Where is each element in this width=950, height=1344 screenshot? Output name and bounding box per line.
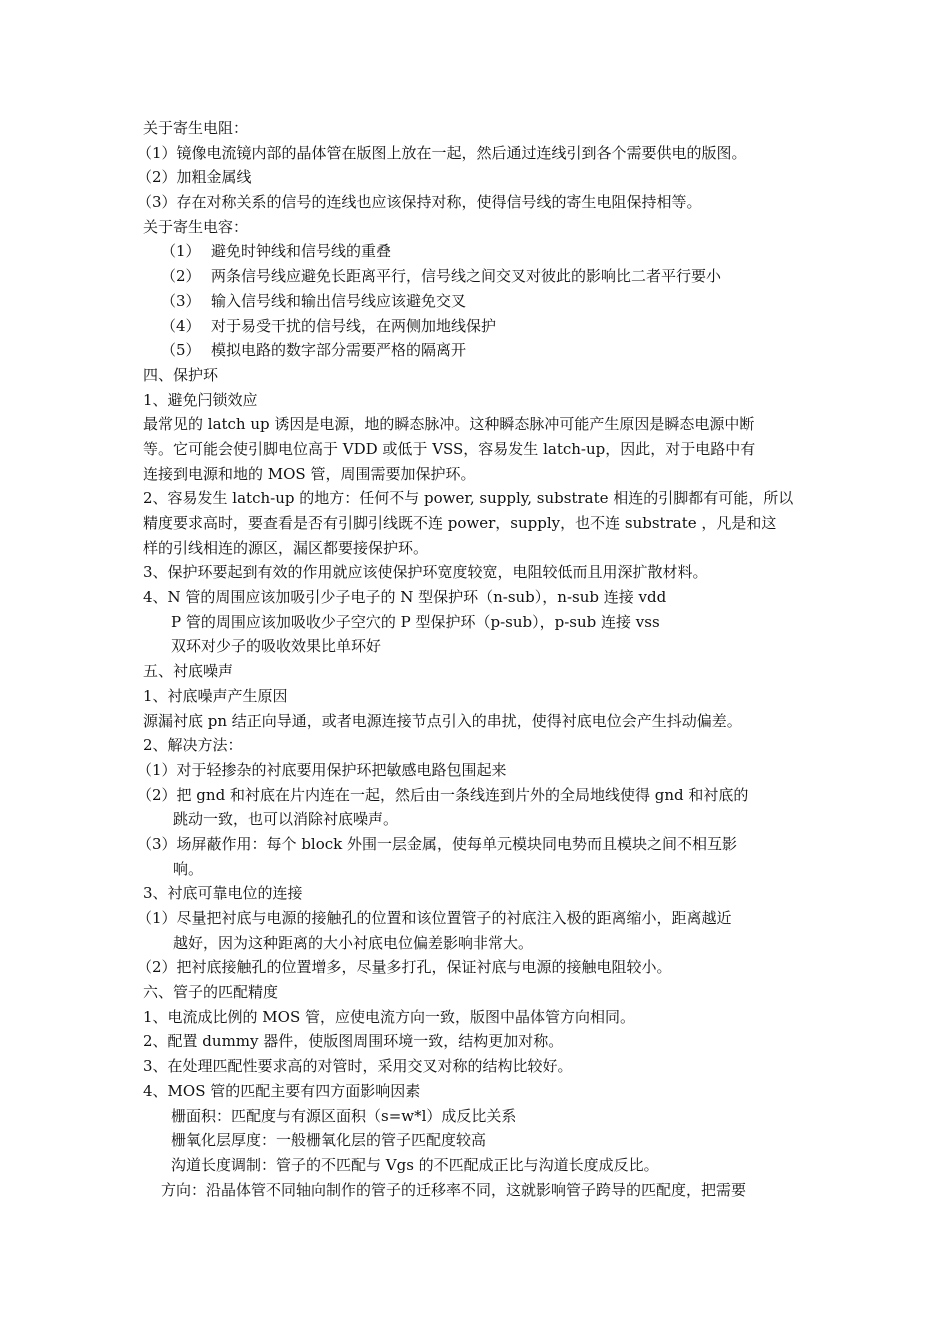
paragraph-line: 方向：沿晶体管不同轴向制作的管子的迁移率不同，这就影响管子跨导的匹配度，把需要 (161, 1180, 747, 1199)
paragraph-line: 越好，因为这种距离的大小衬底电位偏差影响非常大。 (173, 933, 534, 952)
paragraph-line: 3、保护环要起到有效的作用就应该使保护环宽度较宽，电阻较低而且用深扩散材料。 (143, 563, 708, 582)
paragraph-line: 响。 (173, 859, 204, 878)
paragraph-line: 样的引线相连的源区，漏区都要接保护环。 (143, 538, 429, 557)
paragraph-line: （2）把 gnd 和衬底在片内连在一起，然后由一条线连到片外的全局地线使得 gnd 和衬底的 (137, 785, 749, 804)
paragraph-line: （2）把衬底接触孔的位置增多，尽量多打孔，保证衬底与电源的接触电阻较小。 (137, 958, 672, 977)
item-number: （4） (161, 316, 201, 335)
paragraph-line: 栅氧化层厚度：一般栅氧化层的管子匹配度较高 (171, 1131, 487, 1150)
subheading-noise-cause: 1、衬底噪声产生原因 (143, 686, 288, 705)
item-text: 输入信号线和输出信号线应该避免交叉 (211, 291, 467, 310)
paragraph-line: 沟道长度调制：管子的不匹配与 Vgs 的不匹配成正比与沟道长度成反比。 (171, 1155, 659, 1174)
section-guard-ring: 四、保护环 (143, 365, 219, 384)
paragraph-line: 精度要求高时，要查看是否有引脚引线既不连 power，supply，也不连 substrate ，凡是和这 (143, 514, 777, 532)
paragraph-line: 双环对少子的吸收效果比单环好 (171, 637, 382, 656)
capacitance-item-3 (143, 289, 811, 314)
capacitance-item-2 (143, 264, 811, 289)
paragraph-line: （1）尽量把衬底与电源的接触孔的位置和该位置管子的衬底注入极的距离缩小，距离越近 (137, 909, 732, 927)
paragraph-line: 等。它可能会使引脚电位高于 VDD 或低于 VSS，容易发生 latch-up，因此，对于电路中有 (143, 439, 756, 458)
item-text: 避免时钟线和信号线的重叠 (211, 242, 392, 261)
resistance-item-3: （3）存在对称关系的信号的连线也应该保持对称，使得信号线的寄生电阻保持相等。 (137, 193, 702, 212)
resistance-item-2: （2）加粗金属线 (137, 168, 252, 187)
paragraph-line: 跳动一致，也可以消除衬底噪声。 (173, 810, 399, 829)
paragraph-line: 栅面积：匹配度与有源区面积（s=w*l）成反比关系 (171, 1106, 517, 1125)
paragraph-line: P 管的周围应该加吸收少子空穴的 P 型保护环（p-sub），p-sub 连接 vss (171, 612, 660, 631)
item-number: （1） (161, 242, 201, 261)
section-substrate-noise: 五、衬底噪声 (143, 662, 234, 681)
paragraph-line: 4、MOS 管的匹配主要有四方面影响因素 (143, 1081, 421, 1100)
paragraph-line: 源漏衬底 pn 结正向导通，或者电源连接节点引入的串扰，使得衬底电位会产生抖动偏差。 (143, 711, 742, 730)
paragraph-line: 2、配置 dummy 器件，使版图周围环境一致，结构更加对称。 (143, 1032, 564, 1051)
capacitance-item-5 (143, 338, 811, 363)
capacitance-item-4 (143, 314, 811, 339)
subheading-solutions: 2、解决方法： (143, 736, 243, 755)
item-text: 模拟电路的数字部分需要严格的隔离开 (211, 341, 467, 360)
item-number: （5） (161, 341, 201, 360)
document-body (137, 116, 811, 1202)
heading-parasitic-capacitance: 关于寄生电容： (143, 217, 249, 236)
subheading-latchup: 1、避免闩锁效应 (143, 390, 258, 409)
paragraph-line: （3）场屏蔽作用：每个 block 外围一层金属，使每单元模块同电势而且模块之间不相互影 (137, 834, 738, 853)
section-matching: 六、管子的匹配精度 (143, 983, 279, 1002)
paragraph-line: 最常见的 latch up 诱因是电源，地的瞬态脉冲。这种瞬态脉冲可能产生原因是瞬态电源中断 (143, 415, 755, 434)
subheading-substrate-contact: 3、衬底可靠电位的连接 (143, 884, 303, 903)
paragraph-line: 4、N 管的周围应该加吸引少子电子的 N 型保护环（n-sub），n-sub 连接 vdd (143, 588, 667, 607)
item-number: （3） (161, 291, 201, 310)
paragraph-line: 2、容易发生 latch-up 的地方：任何不与 power, supply, substrate 相连的引脚都有可能，所以 (143, 489, 794, 508)
heading-parasitic-resistance: 关于寄生电阻： (143, 119, 249, 137)
paragraph-line: 3、在处理匹配性要求高的对管时，采用交叉对称的结构比较好。 (143, 1057, 573, 1076)
resistance-item-1: （1）镜像电流镜内部的晶体管在版图上放在一起，然后通过连线引到各个需要供电的版图。 (137, 143, 747, 162)
item-text: 对于易受干扰的信号线，在两侧加地线保护 (211, 316, 497, 335)
paragraph-line: 1、电流成比例的 MOS 管，应使电流方向一致，版图中晶体管方向相同。 (143, 1007, 636, 1026)
item-text: 两条信号线应避免长距离平行，信号线之间交叉对彼此的影响比二者平行要小 (211, 267, 722, 286)
capacitance-item-1 (143, 239, 811, 264)
paragraph-line: （1）对于轻掺杂的衬底要用保护环把敏感电路包围起来 (137, 760, 507, 779)
paragraph-line: 连接到电源和地的 MOS 管，周围需要加保护环。 (143, 464, 476, 483)
item-number: （2） (161, 267, 201, 286)
